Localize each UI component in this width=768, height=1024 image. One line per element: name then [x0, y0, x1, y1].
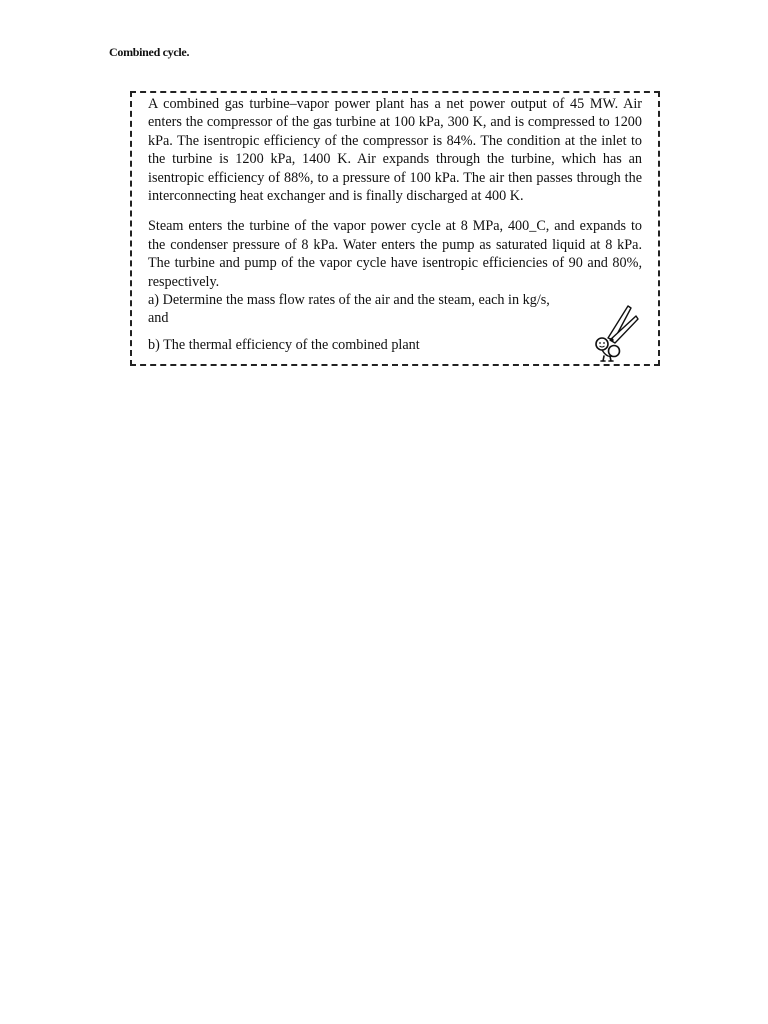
part-a-line-2: and	[148, 310, 169, 327]
problem-paragraph-1: A combined gas turbine–vapor power plant has a net power output of 45 MW. Air enters the compressor of the gas turbine at 100 kPa, 300 K, and is compressed to 1200 kPa. The isentropic efficiency of the compressor is 84%. The condition at the inlet to the turbine is 1200 kPa, 1400 K. Air expands through the turbine, which has an isentropic efficiency of 88%, to a pressure of 100 kPa. The air then passes through the interconnecting heat exchanger and is finally discharged at 400 K.	[148, 96, 642, 205]
problem-box	[130, 91, 660, 366]
part-a-line-1: a) Determine the mass flow rates of the air and the steam, each in kg/s,	[148, 292, 550, 309]
part-b: b) The thermal efficiency of the combined plant	[148, 336, 420, 353]
page-heading: Combined cycle.	[109, 45, 190, 59]
scissors-character-icon	[588, 302, 640, 362]
problem-paragraph-2: Steam enters the turbine of the vapor power cycle at 8 MPa, 400_C, and expands to the condenser pressure of 8 kPa. Water enters the pump as saturated liquid at 8 kPa. The turbine and pump of the vapor cycle have isentropic efficiencies of 90 and 80%, respectively.	[148, 218, 642, 290]
